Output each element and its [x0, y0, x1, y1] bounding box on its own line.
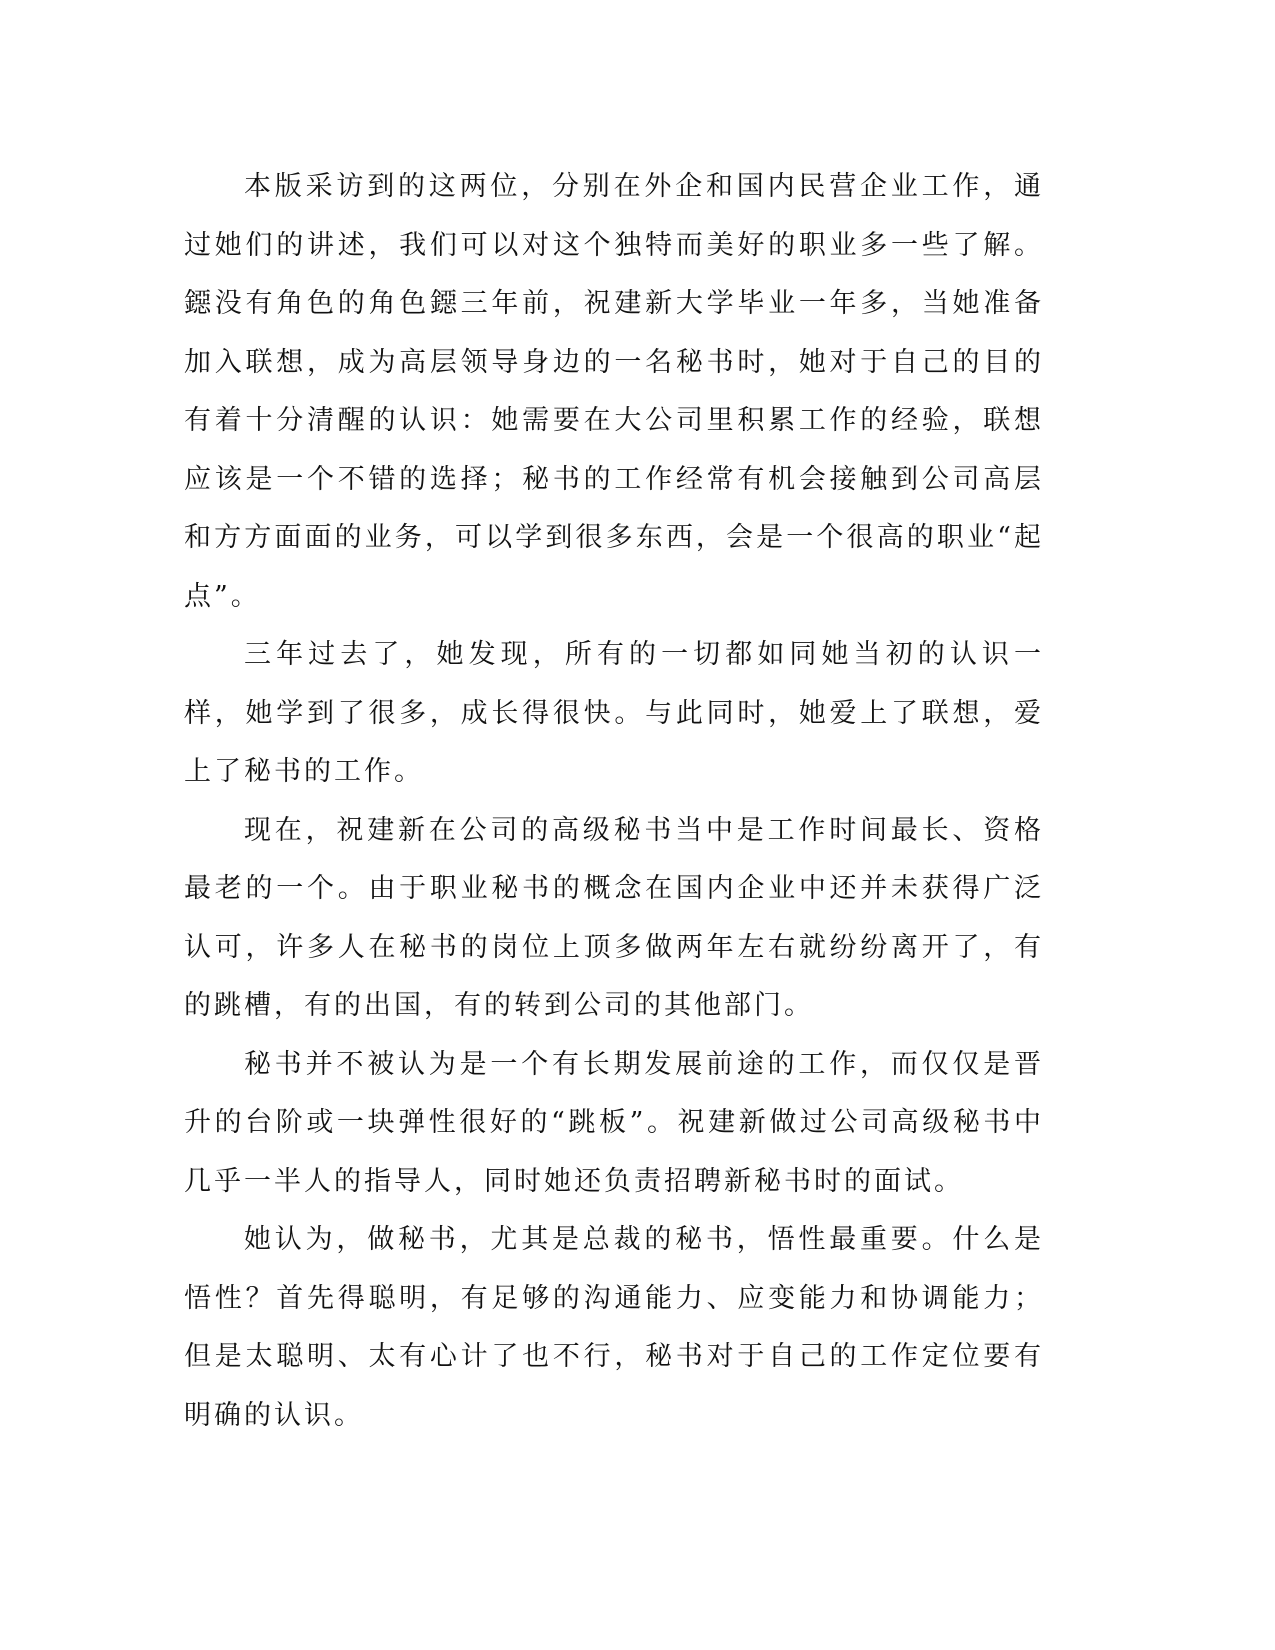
- article-body: [184, 158, 1044, 1445]
- paragraph-4: 秘书并不被认为是一个有长期发展前途的工作，而仅仅是晋升的台阶或一块弹性很好的“跳板”。祝建新做过公司高级秘书中几乎一半人的指导人，同时她还负责招聘新秘书时的面试。: [184, 1048, 1044, 1197]
- paragraph-1: 本版采访到的这两位，分别在外企和国内民营企业工作，通过她们的讲述，我们可以对这个独特而美好的职业多一些了解。鐚没有角色的角色鐚三年前，祝建新大学毕业一年多，当她准备加入联想，成为高层领导身边的一名秘书时，她对于自己的目的有着十分清醒的认识：她需要在大公司里积累工作的经验，联想应该是一个不错的选择；秘书的工作经常有机会接触到公司高层和方方面面的业务，可以学到很多东西，会是一个很高的职业“起点”。: [184, 171, 1044, 612]
- paragraph-5: 她认为，做秘书，尤其是总裁的秘书，悟性最重要。什么是悟性？首先得聪明，有足够的沟通能力、应变能力和协调能力；但是太聪明、太有心计了也不行，秘书对于自己的工作定位要有明确的认识。: [184, 1224, 1044, 1431]
- paragraph-2: 三年过去了，她发现，所有的一切都如同她当初的认识一样，她学到了很多，成长得很快。与此同时，她爱上了联想，爱上了秘书的工作。: [184, 639, 1044, 787]
- paragraph-3: 现在，祝建新在公司的高级秘书当中是工作时间最长、资格最老的一个。由于职业秘书的概念在国内企业中还并未获得广泛认可，许多人在秘书的岗位上顶多做两年左右就纷纷离开了，有的跳槽，有的出国，有的转到公司的其他部门。: [184, 814, 1044, 1021]
